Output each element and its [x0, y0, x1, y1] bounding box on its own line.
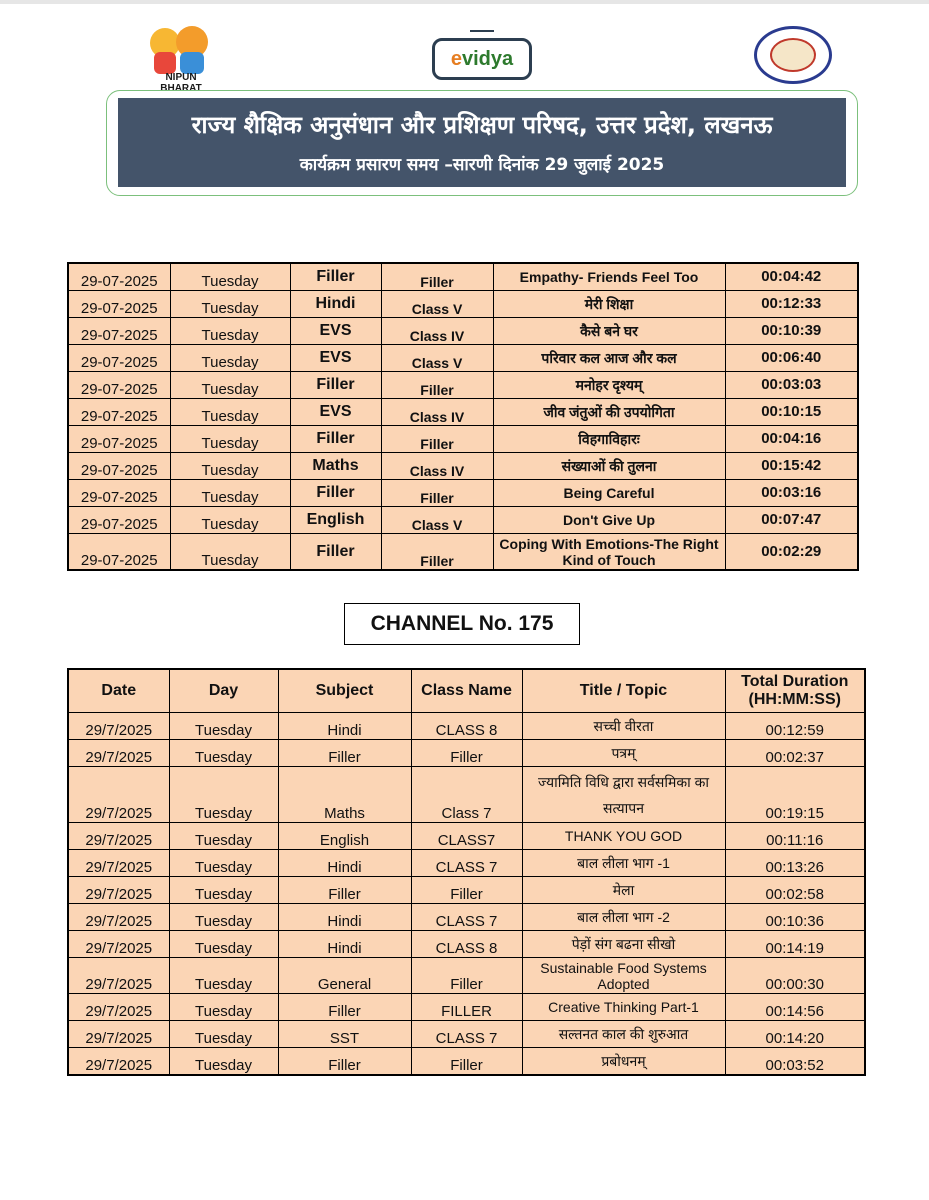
cell-subject: EVS: [290, 399, 381, 426]
cell-date: 29-07-2025: [68, 453, 170, 480]
cell-class: Filler: [381, 480, 493, 507]
cell-duration: 00:14:56: [725, 994, 865, 1021]
cell-duration: 00:02:29: [725, 534, 858, 571]
cell-date: 29/7/2025: [68, 877, 169, 904]
cell-class: Filler: [381, 263, 493, 291]
table-row: [68, 994, 865, 1021]
table-row: [68, 507, 858, 534]
table-row: [68, 1048, 865, 1076]
table-row: [68, 453, 858, 480]
cell-day: Tuesday: [170, 372, 290, 399]
seal-emblem-icon: [770, 38, 816, 72]
evidya-logo-text: [436, 48, 528, 71]
cell-date: 29/7/2025: [68, 767, 169, 823]
table-row: [68, 291, 858, 318]
cell-title: Don't Give Up: [493, 507, 725, 534]
schedule-table-1: [67, 262, 859, 571]
cell-subject: Hindi: [290, 291, 381, 318]
cell-date: 29-07-2025: [68, 263, 170, 291]
cell-title: जीव जंतुओं की उपयोगिता: [493, 399, 725, 426]
cell-class: CLASS 7: [411, 1021, 522, 1048]
cell-duration: 00:11:16: [725, 823, 865, 850]
cell-class: Class 7: [411, 767, 522, 823]
cell-date: 29/7/2025: [68, 850, 169, 877]
cell-date: 29-07-2025: [68, 426, 170, 453]
cell-title: Creative Thinking Part-1: [522, 994, 725, 1021]
cell-date: 29-07-2025: [68, 480, 170, 507]
table-row: [68, 426, 858, 453]
table-row: [68, 877, 865, 904]
page-subtitle: कार्यक्रम प्रसारण समय –सारणी दिनांक 29 जुलाई 2025: [299, 155, 665, 175]
cell-subject: Filler: [290, 480, 381, 507]
cell-title: मनोहर दृश्यम्: [493, 372, 725, 399]
cell-title: Being Careful: [493, 480, 725, 507]
cell-duration: 00:14:20: [725, 1021, 865, 1048]
cell-class: Filler: [381, 534, 493, 571]
evidya-logo-rest: vidya: [461, 48, 514, 70]
cell-duration: 00:04:16: [725, 426, 858, 453]
header-title-topic: Title / Topic: [522, 669, 725, 713]
page-title: राज्य शैक्षिक अनुसंधान और प्रशिक्षण परिषद, उत्तर प्रदेश, लखनऊ: [191, 111, 773, 139]
cell-day: Tuesday: [170, 399, 290, 426]
cell-class: Filler: [381, 372, 493, 399]
cell-title: Sustainable Food Systems Adopted: [522, 958, 725, 994]
table-row: [68, 767, 865, 823]
cell-subject: Filler: [278, 1048, 411, 1076]
table-row: [68, 713, 865, 740]
cell-duration: 00:15:42: [725, 453, 858, 480]
table-row: [68, 534, 858, 571]
header-day: Day: [169, 669, 278, 713]
cell-duration: 00:02:37: [725, 740, 865, 767]
cell-class: CLASS 8: [411, 931, 522, 958]
cell-date: 29/7/2025: [68, 823, 169, 850]
cell-subject: Filler: [278, 877, 411, 904]
cell-duration: 00:12:59: [725, 713, 865, 740]
evidya-logo: [432, 30, 534, 82]
table-row: [68, 850, 865, 877]
cell-title: THANK YOU GOD: [522, 823, 725, 850]
cell-day: Tuesday: [170, 345, 290, 372]
cell-class: Filler: [411, 877, 522, 904]
cell-day: Tuesday: [170, 318, 290, 345]
child-body-icon: [154, 52, 176, 74]
cell-duration: 00:03:03: [725, 372, 858, 399]
cell-title: परिवार कल आज और कल: [493, 345, 725, 372]
cell-title: मेरी शिक्षा: [493, 291, 725, 318]
top-edge: [0, 0, 929, 4]
cell-subject: Filler: [290, 372, 381, 399]
header-total-duration: Total Duration (HH:MM:SS): [725, 669, 865, 713]
cell-date: 29/7/2025: [68, 1021, 169, 1048]
cell-day: Tuesday: [169, 850, 278, 877]
cell-subject: Hindi: [278, 850, 411, 877]
cell-date: 29-07-2025: [68, 345, 170, 372]
schedule-table-1-body: [68, 263, 858, 570]
header-class-name: Class Name: [411, 669, 522, 713]
nipun-logo-text: NIPUN BHARAT: [160, 72, 202, 94]
cell-duration: 00:10:15: [725, 399, 858, 426]
cell-subject: Filler: [290, 263, 381, 291]
cell-date: 29-07-2025: [68, 534, 170, 571]
cell-subject: Maths: [278, 767, 411, 823]
cell-duration: 00:00:30: [725, 958, 865, 994]
cell-duration: 00:04:42: [725, 263, 858, 291]
cell-duration: 00:02:58: [725, 877, 865, 904]
cell-day: Tuesday: [169, 877, 278, 904]
cell-title: विहगाविहारः: [493, 426, 725, 453]
cell-date: 29/7/2025: [68, 740, 169, 767]
cell-class: Class V: [381, 345, 493, 372]
cell-day: Tuesday: [170, 534, 290, 571]
cell-day: Tuesday: [169, 713, 278, 740]
header-subject: Subject: [278, 669, 411, 713]
cell-day: Tuesday: [170, 291, 290, 318]
cell-subject: EVS: [290, 318, 381, 345]
child-body-icon: [180, 52, 204, 74]
cell-day: Tuesday: [169, 823, 278, 850]
cell-class: Filler: [411, 740, 522, 767]
cell-duration: 00:19:15: [725, 767, 865, 823]
cell-day: Tuesday: [169, 904, 278, 931]
cell-title: मेला: [522, 877, 725, 904]
cell-day: Tuesday: [170, 426, 290, 453]
cell-duration: 00:14:19: [725, 931, 865, 958]
cell-subject: Maths: [290, 453, 381, 480]
cell-class: Filler: [411, 958, 522, 994]
cell-duration: 00:07:47: [725, 507, 858, 534]
cell-date: 29/7/2025: [68, 994, 169, 1021]
cell-duration: 00:12:33: [725, 291, 858, 318]
cell-day: Tuesday: [169, 1048, 278, 1076]
scert-seal-logo: [754, 26, 832, 84]
cell-title: Coping With Emotions-The Right Kind of Touch: [493, 534, 725, 571]
cell-class: FILLER: [411, 994, 522, 1021]
table-row: [68, 263, 858, 291]
cell-day: Tuesday: [169, 1021, 278, 1048]
cell-duration: 00:06:40: [725, 345, 858, 372]
cell-subject: Hindi: [278, 904, 411, 931]
cell-class: CLASS7: [411, 823, 522, 850]
header-banner: [118, 98, 846, 187]
cell-subject: General: [278, 958, 411, 994]
table-row: [68, 823, 865, 850]
cell-title: कैसे बने घर: [493, 318, 725, 345]
cell-title: प्रबोधनम्: [522, 1048, 725, 1076]
schedule-table-2-body: [68, 713, 865, 1076]
cell-duration: 00:03:16: [725, 480, 858, 507]
cell-date: 29-07-2025: [68, 399, 170, 426]
nipun-bharat-logo: [146, 20, 216, 98]
cell-subject: English: [290, 507, 381, 534]
cell-date: 29-07-2025: [68, 291, 170, 318]
cell-title: ज्यामिति विधि द्वारा सर्वसमिका का सत्यापन: [522, 767, 725, 823]
cell-title: पेड़ों संग बढना सीखो: [522, 931, 725, 958]
cell-day: Tuesday: [170, 453, 290, 480]
cell-subject: Filler: [290, 426, 381, 453]
cell-day: Tuesday: [170, 263, 290, 291]
cell-title: बाल लीला भाग -1: [522, 850, 725, 877]
cell-day: Tuesday: [170, 480, 290, 507]
cell-day: Tuesday: [170, 507, 290, 534]
cell-subject: Filler: [278, 740, 411, 767]
cell-subject: English: [278, 823, 411, 850]
cell-class: CLASS 7: [411, 904, 522, 931]
cell-title: बाल लीला भाग -2: [522, 904, 725, 931]
cell-class: Class IV: [381, 318, 493, 345]
table-row: [68, 345, 858, 372]
cell-subject: EVS: [290, 345, 381, 372]
cell-subject: Hindi: [278, 713, 411, 740]
table-row: [68, 740, 865, 767]
header-date: Date: [68, 669, 169, 713]
evidya-logo-e: e: [450, 48, 462, 70]
table-row: [68, 399, 858, 426]
cell-class: Class IV: [381, 453, 493, 480]
cell-title: पत्रम्: [522, 740, 725, 767]
cell-duration: 00:10:39: [725, 318, 858, 345]
cell-duration: 00:03:52: [725, 1048, 865, 1076]
table-row: [68, 958, 865, 994]
cell-title: संख्याओं की तुलना: [493, 453, 725, 480]
cell-class: Class V: [381, 507, 493, 534]
table-row: [68, 931, 865, 958]
cell-date: 29-07-2025: [68, 507, 170, 534]
table-row: [68, 480, 858, 507]
cell-subject: Hindi: [278, 931, 411, 958]
cell-date: 29/7/2025: [68, 713, 169, 740]
cell-title: सच्ची वीरता: [522, 713, 725, 740]
cell-class: Filler: [381, 426, 493, 453]
table-row: [68, 318, 858, 345]
cell-date: 29-07-2025: [68, 318, 170, 345]
cell-day: Tuesday: [169, 931, 278, 958]
table-row: [68, 904, 865, 931]
table-row: [68, 1021, 865, 1048]
cell-date: 29-07-2025: [68, 372, 170, 399]
cell-class: Filler: [411, 1048, 522, 1076]
cell-subject: Filler: [290, 534, 381, 571]
cell-day: Tuesday: [169, 767, 278, 823]
channel-label: CHANNEL No. 175: [344, 603, 580, 645]
schedule-table-2: [67, 668, 866, 1076]
cell-title: सल्तनत काल की शुरुआत: [522, 1021, 725, 1048]
cell-day: Tuesday: [169, 994, 278, 1021]
table-row: [68, 372, 858, 399]
cell-date: 29/7/2025: [68, 958, 169, 994]
cell-date: 29/7/2025: [68, 931, 169, 958]
cell-day: Tuesday: [169, 958, 278, 994]
cell-class: Class IV: [381, 399, 493, 426]
cell-class: CLASS 8: [411, 713, 522, 740]
cell-day: Tuesday: [169, 740, 278, 767]
cell-date: 29/7/2025: [68, 1048, 169, 1076]
cell-subject: Filler: [278, 994, 411, 1021]
table-header-row: [68, 669, 865, 713]
cell-date: 29/7/2025: [68, 904, 169, 931]
cell-class: CLASS 7: [411, 850, 522, 877]
cell-duration: 00:10:36: [725, 904, 865, 931]
cell-subject: SST: [278, 1021, 411, 1048]
cell-class: Class V: [381, 291, 493, 318]
cell-title: Empathy- Friends Feel Too: [493, 263, 725, 291]
cell-duration: 00:13:26: [725, 850, 865, 877]
